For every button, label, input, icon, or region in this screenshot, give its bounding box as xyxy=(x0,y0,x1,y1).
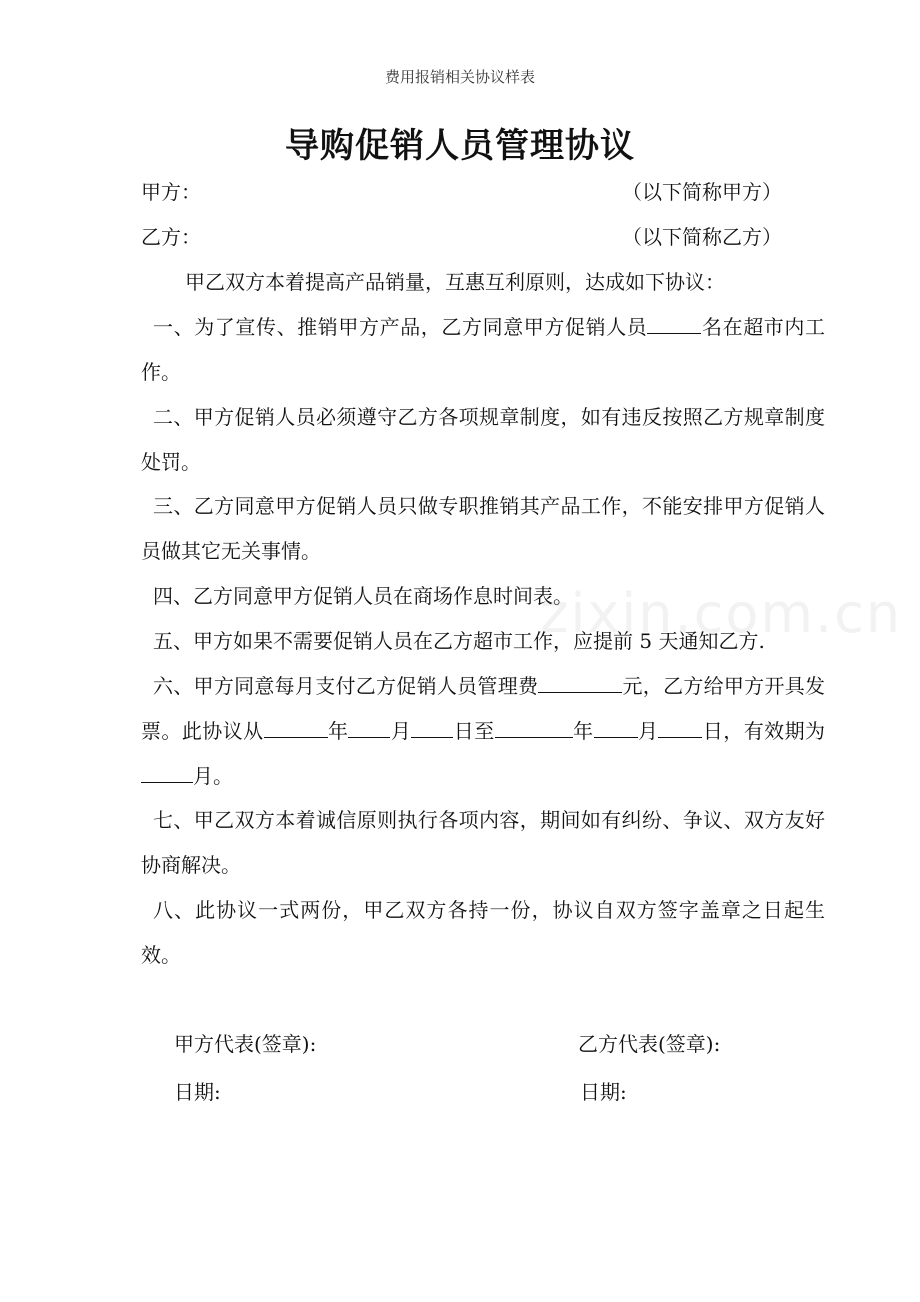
blank-end-month[interactable] xyxy=(594,717,638,738)
clause-6-month2: 月 xyxy=(637,719,659,743)
blank-start-month[interactable] xyxy=(348,717,390,738)
clause-6-text-a: 六、甲方同意每月支付乙方促销人员管理费 xyxy=(153,674,539,698)
clause-6-month1: 月 xyxy=(390,719,412,743)
blank-start-year[interactable] xyxy=(264,717,328,738)
clause-6-end: 月。 xyxy=(193,764,233,788)
clause-4: 四、乙方同意甲方促销人员在商场作息时间表。 xyxy=(153,584,573,608)
blank-management-fee[interactable] xyxy=(538,672,622,693)
blank-end-day[interactable] xyxy=(658,717,702,738)
party-b-note: （以下简称乙方） xyxy=(622,225,782,249)
clause-6-day1: 日至 xyxy=(453,719,495,743)
document-title: 导购促销人员管理协议 xyxy=(285,126,635,166)
party-a-label: 甲方： xyxy=(141,180,201,204)
blank-end-year[interactable] xyxy=(495,717,573,738)
clause-1 xyxy=(141,305,825,395)
clause-6 xyxy=(141,664,825,799)
blank-validity-months[interactable] xyxy=(141,762,193,783)
clause-2: 二、甲方促销人员必须遵守乙方各项规章制度，如有违反按照乙方规章制度处罚。 xyxy=(141,405,825,474)
clause-3: 三、乙方同意甲方促销人员只做专职推销其产品工作，不能安排甲方促销人员做其它无关事情。 xyxy=(141,494,825,563)
clause-7: 七、甲乙双方本着诚信原则执行各项内容，期间如有纠纷、争议、双方友好协商解决。 xyxy=(141,808,825,877)
party-a-note: （以下简称甲方） xyxy=(622,180,782,204)
blank-start-day[interactable] xyxy=(411,717,453,738)
clause-5: 五、甲方如果不需要促销人员在乙方超市工作，应提前 5 天通知乙方. xyxy=(153,629,765,653)
clause-8: 八、此协议一式两份，甲乙双方各持一份，协议自双方签字盖章之日起生效。 xyxy=(141,898,825,967)
clause-1-text-b: 名在超市内工作。 xyxy=(141,315,826,384)
clause-6-text-b: 元，乙方给甲方开具发票。此协议从 xyxy=(141,674,826,743)
party-a-date: 日期: xyxy=(174,1080,221,1104)
clause-6-year1: 年 xyxy=(327,719,349,743)
party-b-label: 乙方： xyxy=(141,225,201,249)
clause-1-text-a: 一、为了宣传、推销甲方产品，乙方同意甲方促销人员 xyxy=(153,315,648,339)
party-a-representative-signature: 甲方代表(签章): xyxy=(174,1032,317,1056)
clause-6-day2: 日，有效期为 xyxy=(702,719,826,743)
party-b-representative-signature: 乙方代表(签章): xyxy=(578,1032,721,1056)
intro-paragraph: 甲乙双方本着提高产品销量，互惠互利原则，达成如下协议： xyxy=(185,270,725,294)
blank-staff-count[interactable] xyxy=(647,313,701,334)
header-note: 费用报销相关协议样表 xyxy=(384,68,535,86)
party-b-date: 日期: xyxy=(580,1080,627,1104)
clause-6-year2: 年 xyxy=(572,719,594,743)
watermark: zixin.com.cn xyxy=(540,582,903,645)
